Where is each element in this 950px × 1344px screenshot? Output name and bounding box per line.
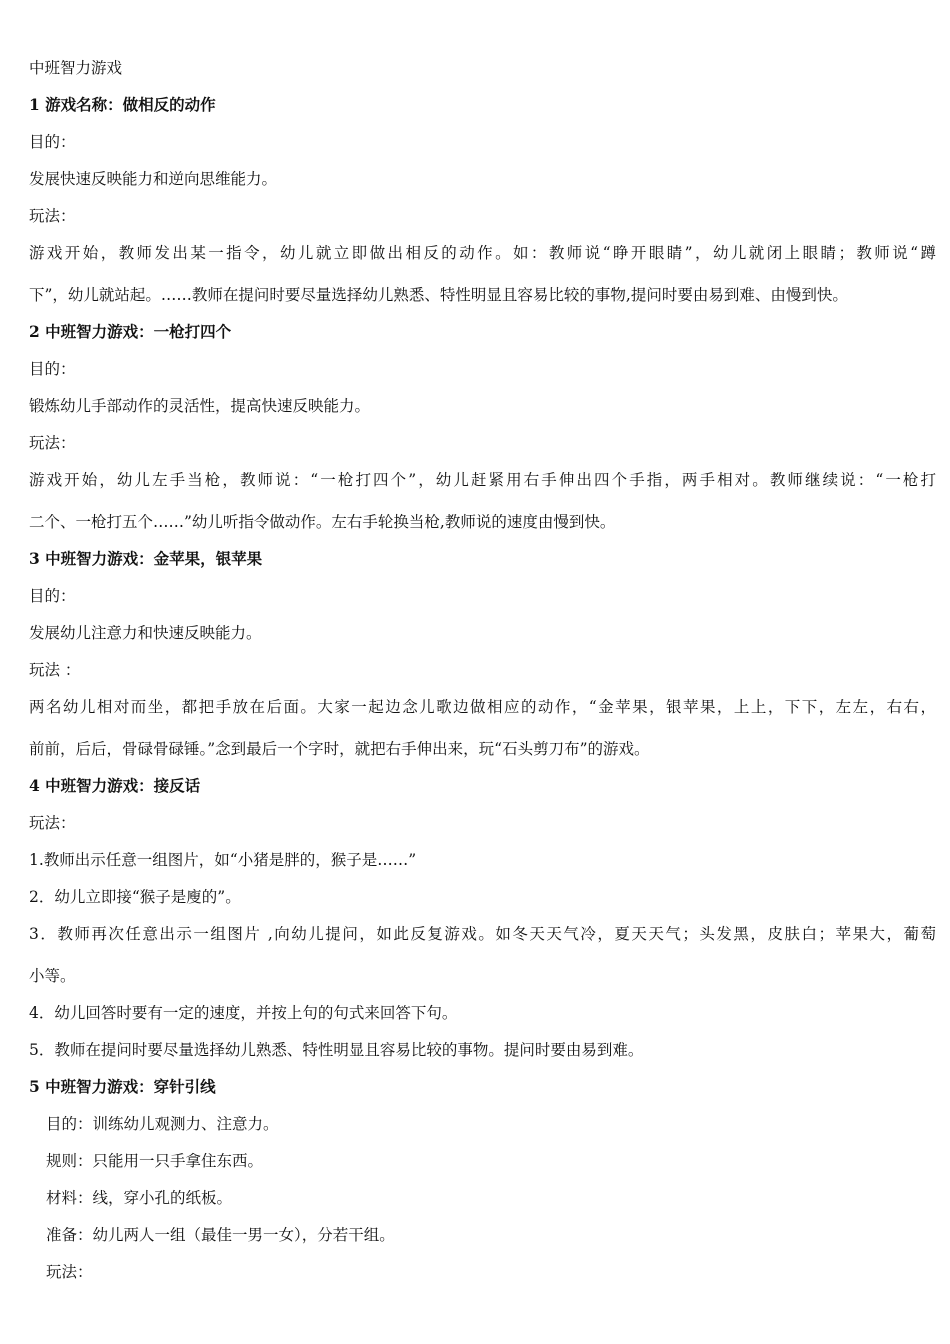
game5-prep: 准备：幼儿两人一组（最佳一男一女），分若干组。 — [46, 1226, 395, 1244]
game2-play-line2: 二个、一枪打五个……”幼儿听指令做动作。左右手轮换当枪,教师说的速度由慢到快。 — [29, 513, 616, 531]
game1-goal-label: 目的： — [29, 133, 76, 151]
game4-step4: 4．幼儿回答时要有一定的速度，并按上句的句式来回答下句。 — [29, 1004, 458, 1022]
game2-play-label: 玩法： — [29, 434, 76, 452]
game4-step5: 5．教师在提问时要尽量选择幼儿熟悉、特性明显且容易比较的事物。提问时要由易到难。 — [29, 1041, 644, 1059]
game5-heading: 5 中班智力游戏：穿针引线 — [29, 1077, 216, 1096]
game4-play-label: 玩法： — [29, 814, 76, 832]
document-title: 中班智力游戏 — [29, 59, 123, 77]
game5-rule: 规则：只能用一只手拿住东西。 — [46, 1152, 264, 1170]
game4-step1: 1.教师出示任意一组图片，如“小猪是胖的，猴子是……” — [29, 851, 417, 869]
game4-heading: 4 中班智力游戏：接反话 — [29, 776, 201, 795]
game2-heading: 2 中班智力游戏：一枪打四个 — [29, 322, 232, 341]
game3-play-line1: 两名幼儿相对而坐，都把手放在后面。大家一起边念儿歌边做相应的动作，“金苹果，银苹果，上上，下下，左左，右右， — [29, 698, 936, 716]
game1-heading: 1 游戏名称：做相反的动作 — [29, 95, 216, 114]
game1-goal: 发展快速反映能力和逆向思维能力。 — [29, 170, 278, 188]
game5-goal: 目的：训练幼儿观测力、注意力。 — [46, 1115, 279, 1133]
game3-goal: 发展幼儿注意力和快速反映能力。 — [29, 624, 262, 642]
game3-goal-label: 目的： — [29, 587, 76, 605]
game4-step2: 2．幼儿立即接“猴子是廋的”。 — [29, 888, 241, 906]
game5-play-label: 玩法： — [46, 1263, 93, 1281]
game1-play-label: 玩法： — [29, 207, 76, 225]
game3-play-label: 玩法 ： — [29, 661, 81, 679]
game3-heading: 3 中班智力游戏：金苹果，银苹果 — [29, 549, 263, 568]
game1-play-line1: 游戏开始，教师发出某一指令，幼儿就立即做出相反的动作。如：教师说“睁开眼睛”，幼儿就闭上眼睛；教师说“蹲 — [29, 244, 936, 262]
game2-play-line1: 游戏开始，幼儿左手当枪，教师说：“一枪打四个”，幼儿赶紧用右手伸出四个手指，两手相对。教师继续说：“一枪打 — [29, 471, 936, 489]
game4-step3-line1: 3．教师再次任意出示一组图片 ,向幼儿提问，如此反复游戏。如冬天天气冷，夏天天气；头发黑，皮肤白；苹果大，葡萄 — [29, 925, 936, 943]
game2-goal: 锻炼幼儿手部动作的灵活性，提高快速反映能力。 — [29, 397, 371, 415]
game5-material: 材料：线，穿小孔的纸板。 — [46, 1189, 233, 1207]
game2-goal-label: 目的： — [29, 360, 76, 378]
game3-play-line2: 前前，后后，骨碌骨碌锤。”念到最后一个字时，就把右手伸出来，玩“石头剪刀布”的游戏。 — [29, 740, 650, 758]
game1-play-line2: 下”，幼儿就站起。……教师在提问时要尽量选择幼儿熟悉、特性明显且容易比较的事物,提问时要由易到难、由慢到快。 — [29, 286, 848, 304]
game4-step3-line2: 小等。 — [29, 967, 76, 985]
